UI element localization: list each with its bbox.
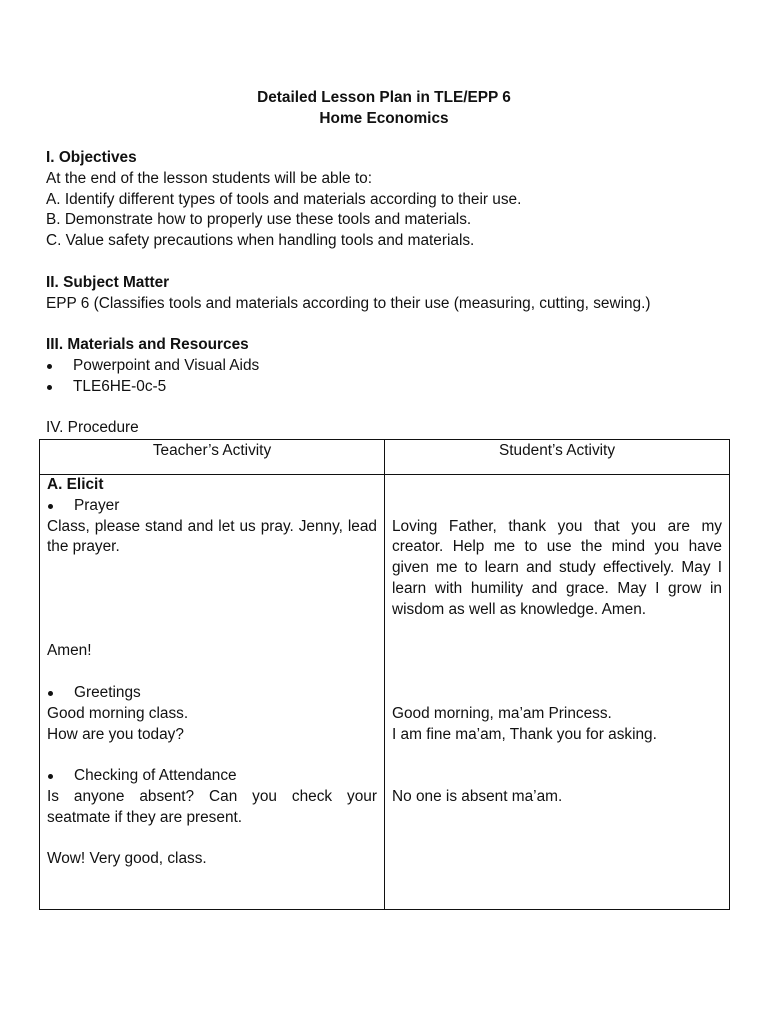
materials-item xyxy=(46,377,736,398)
objectives-heading: I. Objectives xyxy=(46,149,137,166)
teacher-attendance-text: Is anyone absent? Can you check your seatmate if they are present. xyxy=(47,787,377,826)
bullet-item xyxy=(47,496,377,517)
student-greeting-2: I am fine ma’am, Thank you for asking. xyxy=(392,725,657,743)
procedure-table xyxy=(39,439,730,910)
title-line-2: Home Economics xyxy=(319,110,449,127)
materials-heading: III. Materials and Resources xyxy=(46,336,249,354)
bullet-icon xyxy=(48,691,53,696)
objective-item: B. Demonstrate how to properly use these tools and materials. xyxy=(46,211,472,229)
student-prayer: Loving Father, thank you that you are my creator. Help me to use the mind you have given me to learn and study effectively. May I learn with humility and grace. May I grow in wisdom as well as knowledge. Amen. xyxy=(392,517,722,618)
objectives-intro: At the end of the lesson students will be able to: xyxy=(46,169,372,187)
teacher-prayer-text: Class, please stand and let us pray. Jenny, lead the prayer. xyxy=(47,517,377,556)
teacher-activity-cell xyxy=(40,475,385,910)
bullet-item xyxy=(47,683,377,704)
objective-item: A. Identify different types of tools and materials according to their use. xyxy=(46,190,522,208)
materials-item xyxy=(46,356,736,377)
bullet-icon xyxy=(48,774,53,779)
bullet-icon xyxy=(48,504,53,509)
section-label: A. Elicit xyxy=(47,476,104,493)
table-row xyxy=(40,475,730,910)
teacher-greeting-2: How are you today? xyxy=(47,725,184,743)
student-activity-cell xyxy=(385,475,730,910)
document-body xyxy=(46,148,736,439)
bullet-label: Checking of Attendance xyxy=(74,767,237,785)
subject-matter-heading: II. Subject Matter xyxy=(46,273,170,291)
bullet-label: Prayer xyxy=(74,496,120,514)
teacher-amen: Amen! xyxy=(47,642,92,660)
column-header-teacher: Teacher’s Activity xyxy=(40,440,385,475)
table-header-row xyxy=(40,440,730,475)
teacher-praise: Wow! Very good, class. xyxy=(47,850,207,868)
materials-item-label: Powerpoint and Visual Aids xyxy=(73,356,260,374)
document-title xyxy=(0,87,768,129)
student-greeting-1: Good morning, ma’am Princess. xyxy=(392,704,612,722)
bullet-icon xyxy=(47,364,52,369)
bullet-icon xyxy=(47,385,52,390)
bullet-item xyxy=(47,766,377,787)
student-attendance: No one is absent ma’am. xyxy=(392,787,563,805)
teacher-greeting-1: Good morning class. xyxy=(47,704,189,722)
title-line-1: Detailed Lesson Plan in TLE/EPP 6 xyxy=(257,89,511,106)
bullet-label: Greetings xyxy=(74,683,141,701)
subject-matter-text: EPP 6 (Classifies tools and materials according to their use (measuring, cutting, sewing.) xyxy=(46,294,651,312)
procedure-heading: IV. Procedure xyxy=(46,419,139,437)
objective-item: C. Value safety precautions when handling tools and materials. xyxy=(46,232,475,250)
materials-item-label: TLE6HE-0c-5 xyxy=(73,377,167,395)
column-header-student: Student’s Activity xyxy=(385,440,730,475)
